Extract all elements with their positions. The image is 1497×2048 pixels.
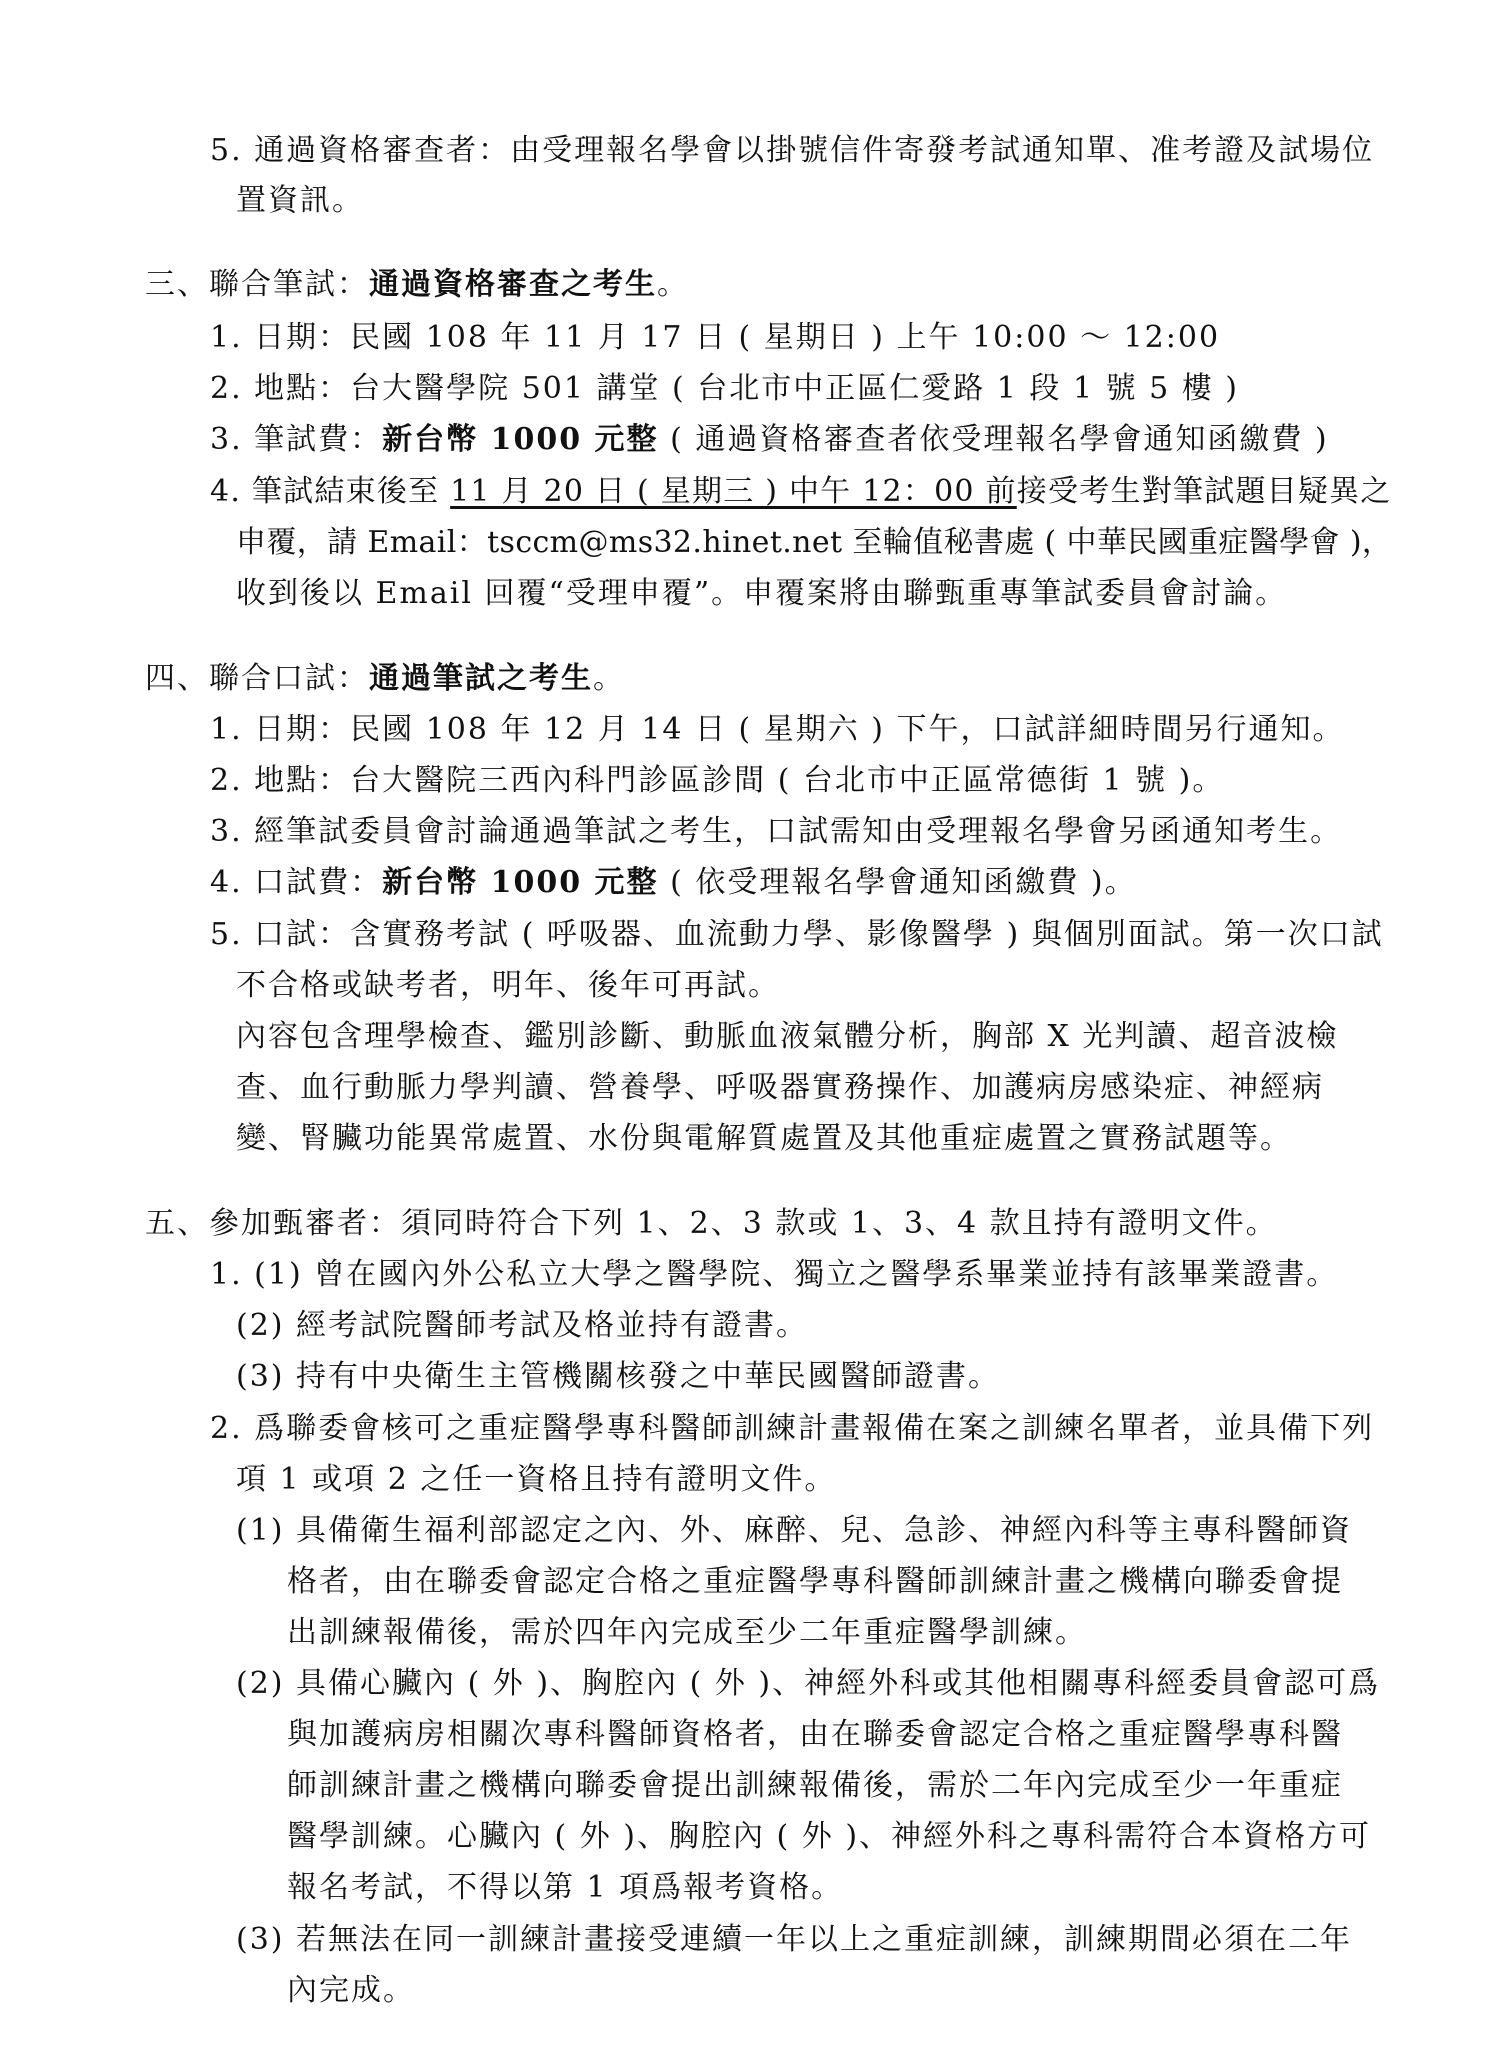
section-5-item-2-1-line-2: 格者，由在聯委會認定合格之重症醫學專科醫師訓練計畫之機構向聯委會提 — [287, 1564, 1343, 1599]
oral-fee-note: ( 依受理報名學會通知函繳費 )。 — [658, 865, 1137, 900]
section-4-target: 通過筆試之考生 — [369, 661, 593, 696]
section-4-item-5-line-2: 不合格或缺考者，明年、後年可再試。 — [236, 968, 780, 1003]
section-5-item-2-line-1: 2. 爲聯委會核可之重症醫學專科醫師訓練計畫報備在案之訓練名單者，並具備下列 — [210, 1411, 1375, 1446]
fee-note: ( 通過資格審查者依受理報名學會通知函繳費 ) — [658, 422, 1329, 457]
item-5-line-1: 5. 通過資格審查者：由受理報名學會以掛號信件寄發考試通知單、准考證及試場位 — [210, 133, 1375, 168]
section-5-item-1-1: 1. (1) 曾在國內外公私立大學之醫學院、獨立之醫學系畢業並持有該畢業證書。 — [210, 1257, 1339, 1292]
section-5-item-2-2-line-3: 師訓練計畫之機構向聯委會提出訓練報備後，需於二年內完成至少一年重症 — [287, 1768, 1343, 1803]
section-3-item-4-line-3: 收到後以 Email 回覆“受理申覆”。申覆案將由聯甄重專筆試委員會討論。 — [236, 576, 1288, 611]
section-5-item-2-3-line-2: 內完成。 — [287, 1973, 415, 2008]
section-3-item-1: 1. 日期：民國 108 年 11 月 17 日 ( 星期日 ) 上午 10:00 ～ 12:00 — [210, 320, 1221, 355]
section-5-item-1-3: (3) 持有中央衛生主管機關核發之中華民國醫師證書。 — [236, 1359, 1001, 1394]
oral-fee-amount: 新台幣 1000 元整 — [382, 865, 659, 900]
section-5-item-2-2-line-4: 醫學訓練。心臟內 ( 外 )、胸腔內 ( 外 )、神經外科之專科需符合本資格方可 — [287, 1819, 1372, 1854]
section-3-target: 通過資格審查之考生 — [369, 267, 657, 302]
section-3-item-2: 2. 地點：台大醫學院 501 講堂 ( 台北市中正區仁愛路 1 段 1 號 5 樓 ) — [210, 371, 1239, 406]
section-5-item-2-2-line-2: 與加護病房相關次專科醫師資格者，由在聯委會認定合格之重症醫學專科醫 — [287, 1717, 1343, 1752]
section-4-item-4 — [210, 863, 1137, 903]
section-3-item-4-line-2: 申覆，請 Email：tsccm@ms32.hinet.net 至輪值秘書處 ( 中華民國重症醫學會 )， — [236, 525, 1393, 560]
section-5-item-2-1-line-3: 出訓練報備後，需於四年內完成至少二年重症醫學訓練。 — [287, 1615, 1087, 1650]
section-4-heading — [145, 659, 625, 699]
section-3-end: 。 — [657, 267, 689, 302]
fee-amount: 新台幣 1000 元整 — [382, 422, 659, 457]
section-4-item-5-line-3: 內容包含理學檢查、鑑別診斷、動脈血液氣體分析，胸部 X 光判讀、超音波檢 — [236, 1019, 1339, 1054]
appeal-prefix: 4. 筆試結束後至 — [210, 474, 451, 509]
section-4-end: 。 — [593, 661, 625, 696]
appeal-deadline: 11 月 20 日 ( 星期三 ) 中午 12：00 前 — [450, 474, 1017, 509]
section-3-label: 三、聯合筆試： — [145, 267, 369, 302]
oral-fee-label: 4. 口試費： — [210, 865, 383, 900]
section-3-item-4-line-1 — [210, 472, 1392, 512]
item-5-line-2: 置資訊。 — [236, 183, 364, 218]
section-5-item-2-3-line-1: (3) 若無法在同一訓練計畫接受連續一年以上之重症訓練，訓練期間必須在二年 — [236, 1922, 1353, 1957]
section-4-item-5-line-1: 5. 口試：含實務考試 ( 呼吸器、血流動力學、影像醫學 ) 與個別面試。第一次口試 — [210, 917, 1384, 952]
section-4-item-5-line-5: 變、腎臟功能異常處置、水份與電解質處置及其他重症處置之實務試題等。 — [236, 1121, 1292, 1156]
section-4-item-2: 2. 地點：台大醫院三西內科門診區診間 ( 台北市中正區常德街 1 號 )。 — [210, 763, 1225, 798]
section-4-label: 四、聯合口試： — [145, 661, 369, 696]
section-4-item-3: 3. 經筆試委員會討論通過筆試之考生，口試需知由受理報名學會另函通知考生。 — [210, 814, 1343, 849]
section-5-heading: 五、參加甄審者：須同時符合下列 1、2、3 款或 1、3、4 款且持有證明文件。 — [145, 1206, 1278, 1241]
fee-label: 3. 筆試費： — [210, 422, 383, 457]
section-4-item-5-line-4: 查、血行動脈力學判讀、營養學、呼吸器實務操作、加護病房感染症、神經病 — [236, 1070, 1324, 1105]
section-5-item-2-line-2: 項 1 或項 2 之任一資格且持有證明文件。 — [236, 1462, 837, 1497]
section-3-heading — [145, 265, 689, 305]
section-4-item-1: 1. 日期：民國 108 年 12 月 14 日 ( 星期六 ) 下午，口試詳細時間另行通知。 — [210, 712, 1345, 747]
section-5-item-2-2-line-1: (2) 具備心臟內 ( 外 )、胸腔內 ( 外 )、神經外科或其他相關專科經委員會認可爲 — [236, 1666, 1381, 1701]
section-5-item-2-2-line-5: 報名考試，不得以第 1 項爲報考資格。 — [287, 1870, 844, 1905]
appeal-suffix: 接受考生對筆試題目疑異之 — [1016, 474, 1392, 509]
section-5-item-1-2: (2) 經考試院醫師考試及格並持有證書。 — [236, 1308, 809, 1343]
section-3-item-3 — [210, 420, 1329, 460]
section-5-item-2-1-line-1: (1) 具備衛生福利部認定之內、外、麻醉、兒、急診、神經內科等主專科醫師資 — [236, 1513, 1353, 1548]
